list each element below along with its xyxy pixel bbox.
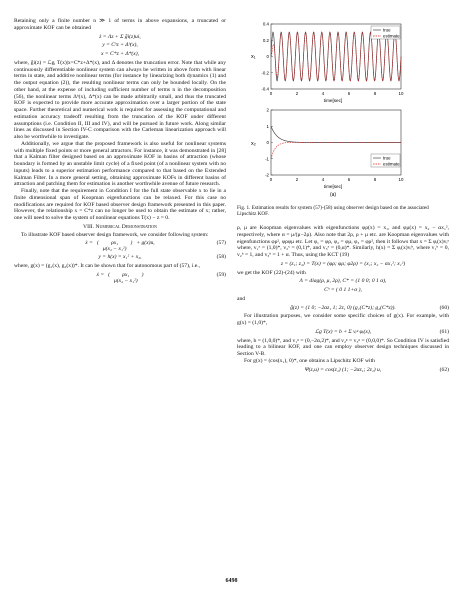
- paragraph: Finally, note that the requirement in Condition I for the full state observable x to lie in a finite dimensional span of Koopman eigenfunctions can be relaxed. For this case no modifications are required for KOF based observer design framework presented in this paper. However, the relationship x = C*z can no longer be used to obtain the estimate of x; rather, one will need to solve the system of nonlinear equations T(x) − z = 0.: [14, 188, 226, 221]
- x-tick-label: 8: [373, 177, 377, 182]
- paragraph: where, g̃i(z) = ℒgᵢ T(x)|x=C*z+Δ*(x), and Δ denotes the truncation error. Note that while any continuously differentiable nonlinear system can always be written in above form with linear terms in state, and additive nonlinear terms (for instance by linearizing both dynamics (1) and the output equation (2)), the resulting nonlinear terms can only be bounded locally. On the other hand, at the expense of including sufficient number of terms n in the decomposition (56), the nonlinear terms Δʰ(x), Δ*(x) can be made arbitrarily small, and thus the truncated KOF is expected to provide more accurate approximation over a larger portion of the state space. Further theoretical and numerical work is required for assessing the computational and estimation accuracy tradeoff resulting from the truncation of the KOF under different assumptions (i.e. Condition II, III and IV), and will be pursued in future work. Along similar lines as discussed in Section IV-C comparison with the Carleman linearization approach will also be worthwhile to investigate.: [14, 59, 226, 140]
- paragraph: we get the KOF (22)-(24) with: [237, 269, 306, 276]
- y-tick-label: -0.4: [261, 86, 269, 92]
- figure-sub-label: (a): [329, 192, 337, 198]
- x-tick-label: 6: [347, 177, 351, 182]
- x-tick-label: 4: [321, 177, 325, 182]
- y-tick-label: -2: [265, 172, 269, 178]
- legend-estimate: estimate: [383, 33, 400, 39]
- x-tick-label: 8: [373, 91, 377, 96]
- figure-plots: [237, 18, 449, 198]
- y-tick-label: 0.4: [262, 21, 269, 27]
- plot-x2: [251, 108, 404, 190]
- equation-58: y = h(x) = x₁² + x₂, (58): [98, 254, 226, 261]
- y-tick-label: 2: [266, 107, 269, 113]
- x-tick-label: 6: [347, 91, 351, 96]
- paragraph: For illustration purposes, we consider some specific choices of g(x). For example, with g(x) = (1,0)*,: [237, 313, 449, 326]
- y-tick-label: 0.2: [262, 37, 269, 43]
- equation-61: ℒg T(x) = b + Σ vᵢᵍ φᵢ(x), (61): [314, 328, 449, 335]
- right-column: [237, 225, 449, 375]
- equation-kof-y: y = Cʰz + Δʰ(x),: [102, 42, 138, 49]
- paragraph: ρ, μ are Koopman eigenvalues with eigenfunctions φρ(x) = x₁, and φμ(x) = x₂ − αx₁², respectively, where α = μ/(μ−2ρ). Also note that 2ρ, ρ + μ etc. are Koopman eigenvalues with eigenfunctions φρ², φρφμ etc. Let φ₁ = φρ, φ₂ = φμ, φ₃ = φρ², then it follows that x = Σ φᵢ(x)vᵢˣ where, v₁ˣ = (1,0)*, v₂ˣ = (0,1)*, and v₃ˣ = (0,α)*. Similarly, h(x) = Σ φᵢ(x)vᵢʰ, where v₁ʰ = 0, v₂ʰ = 1, and v₃ʰ = 1 + α. Thus, using the KCT (19): [237, 225, 449, 258]
- y-tick-label: 1: [266, 123, 269, 129]
- legend-estimate: estimate: [383, 161, 400, 167]
- paragraph: where, b = (1,0,0)*, and v₁ᵍ = (0,−2α,2)*, and v₂ᵍ = v₃ᵍ = (0,0,0)*. So Condition IV is satisfied leading to a bilinear KOF, and one can employ observer design techniques discussed in Section V-B.: [237, 337, 449, 357]
- x-tick-label: 0: [269, 91, 273, 96]
- page-number: 6498: [225, 578, 238, 584]
- equation-kof-z: ż = Λz + Σ g̃i(z)ui,: [99, 33, 141, 40]
- paragraph: Additionally, we argue that the proposed framework is also useful for nonlinear systems with multiple fixed points or more general attractors. For instance, it was demonstrated in [28] that a Kalman filter designed based on an approximate KOF in basins of attraction (whose boundary is formed by an unstable limit cycle) of a fixed point (of a nonlinear system with no inputs) leads to a superior estimation performance compared to that based on the Extended Kalman Filter. In a more general setting, obtaining approximate KOFs in different basins of attraction and patching them for estimation is another worthwhile avenue of future research.: [14, 140, 226, 188]
- x-tick-label: 10: [398, 177, 404, 182]
- plot-x2-xlabel: time[sec]: [323, 184, 343, 189]
- equation-kof-x: x = C*z + Δ*(x),: [100, 51, 140, 57]
- x-tick-label: 10: [398, 91, 404, 96]
- paragraph: Retaining only a finite number n ≫ 1 of terms in above expansions, a truncated or approximate KOF can be obtained: [14, 18, 226, 31]
- y-tick-label: -1: [265, 156, 269, 162]
- paragraph: For g(x) = (cos(x₁), 0)*, one obtains a Lipschitz KOF with: [244, 357, 375, 364]
- left-column: [14, 18, 226, 286]
- y-tick-label: 0: [266, 140, 269, 145]
- legend-true: true: [383, 27, 391, 33]
- paragraph: and: [237, 295, 246, 302]
- equation-60: g̃(z) = (1 0; −2αz₁ 1; 2z₁ 0) (g₁(C*z); g₂(C*z)). (60): [290, 304, 449, 311]
- plot-x2-ylabel: x₂: [251, 141, 256, 147]
- figure-caption: Fig. 1. Estimation results for system (57)-(58) using observer design based on the associated Lipschitz KOF.: [237, 205, 429, 218]
- x-tick-label: 4: [321, 91, 325, 96]
- plot-x1-ylabel: x₁: [251, 54, 256, 60]
- equation-62: Ψ(z,u) = cos(z₁) (1; −2αz₁; 2z₁) u, (62): [304, 366, 449, 373]
- x-tick-label: 2: [295, 91, 299, 96]
- equation-ch: Cʰ = ( 0 1 1+α ),: [324, 287, 362, 293]
- plot-x1-legend: [371, 26, 400, 39]
- section-heading: VIII. Numerical Demonstration: [83, 223, 157, 230]
- plot-x2-true-series: [271, 126, 401, 142]
- y-tick-label: -0.2: [261, 70, 269, 76]
- equation-z-transform: z = (z₁; z₂) = T(x) = (φρ; φμ; φ2ρ) = (x₁; x₂ − αx₁²; x₁²): [280, 260, 406, 267]
- equation-57: ẋ = ( ρx₁ μ(x₂ − x₁²) ) + g(x)u, (57): [85, 240, 226, 253]
- x-tick-label: 0: [269, 177, 273, 182]
- y-tick-label: 0: [266, 54, 269, 59]
- equation-lambda: Λ = diag(ρ, μ, 2ρ), C* = (1 0 0; 0 1 α),: [299, 278, 387, 285]
- legend-true: true: [383, 155, 391, 161]
- x-tick-label: 2: [295, 177, 299, 182]
- plot-x1: [251, 22, 404, 104]
- equation-59: ẋ = ( ρx₁ μ(x₂ − x₁²) ) (59): [96, 271, 226, 284]
- figure: [237, 18, 449, 218]
- paragraph: To illustrate KOF based observer design framework, we consider following system:: [21, 231, 209, 238]
- plot-x1-xlabel: time[sec]: [323, 98, 343, 103]
- plot-x2-legend: [371, 154, 400, 167]
- paragraph: where, g(x) = (g₁(x), g₂(x))*. It can be shown that for autonomous part of (57), i.e.,: [14, 263, 201, 269]
